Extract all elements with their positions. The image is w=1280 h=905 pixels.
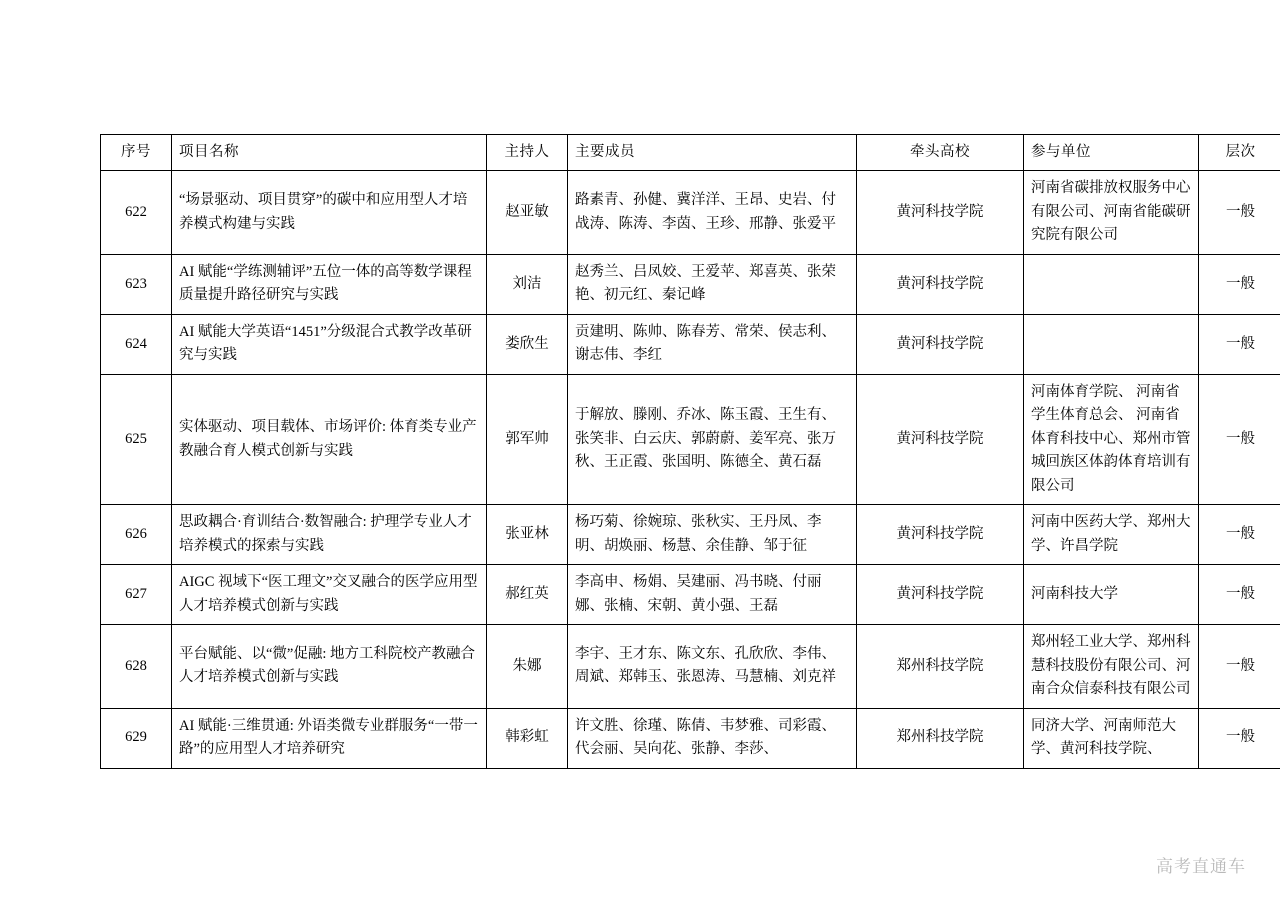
cell-level: 一般 (1199, 171, 1280, 254)
cell-university: 郑州科技学院 (857, 625, 1024, 708)
column-header-university: 牵头高校 (857, 135, 1024, 171)
cell-units: 郑州轻工业大学、郑州科慧科技股份有限公司、河南合众信泰科技有限公司 (1024, 625, 1199, 708)
cell-members: 贡建明、陈帅、陈春芳、常荣、侯志利、谢志伟、李红 (568, 314, 857, 374)
cell-university: 黄河科技学院 (857, 565, 1024, 625)
cell-title: 思政耦合·育训结合·数智融合: 护理学专业人才培养模式的探索与实践 (172, 505, 487, 565)
watermark: 高考直通车 (1156, 857, 1246, 876)
cell-members: 许文胜、徐瑾、陈倩、韦梦雅、司彩霞、代会丽、吴向花、张静、李莎、 (568, 708, 857, 768)
table-row (101, 254, 1280, 314)
cell-level: 一般 (1199, 314, 1280, 374)
column-header-leader: 主持人 (487, 135, 568, 171)
column-header-no: 序号 (101, 135, 172, 171)
table-row (101, 565, 1280, 625)
cell-units (1024, 314, 1199, 374)
cell-units (1024, 254, 1199, 314)
cell-university: 黄河科技学院 (857, 374, 1024, 504)
cell-no: 624 (101, 314, 172, 374)
cell-members: 路素青、孙健、冀洋洋、王昂、史岩、付战涛、陈涛、李茵、王珍、邢静、张爱平 (568, 171, 857, 254)
column-header-members: 主要成员 (568, 135, 857, 171)
cell-university: 黄河科技学院 (857, 254, 1024, 314)
cell-no: 623 (101, 254, 172, 314)
cell-leader: 郭军帅 (487, 374, 568, 504)
cell-units: 河南省碳排放权服务中心有限公司、河南省能碳研究院有限公司 (1024, 171, 1199, 254)
table-row (101, 625, 1280, 708)
cell-level: 一般 (1199, 374, 1280, 504)
table-header-row (101, 135, 1280, 171)
cell-title: 平台赋能、以“微”促融: 地方工科院校产教融合人才培养模式创新与实践 (172, 625, 487, 708)
cell-leader: 张亚林 (487, 505, 568, 565)
project-list-table (100, 134, 1280, 769)
cell-university: 黄河科技学院 (857, 314, 1024, 374)
cell-leader: 朱娜 (487, 625, 568, 708)
table-body (101, 171, 1280, 768)
cell-level: 一般 (1199, 565, 1280, 625)
cell-units: 同济大学、河南师范大学、黄河科技学院、 (1024, 708, 1199, 768)
cell-title: 实体驱动、项目载体、市场评价: 体育类专业产教融合育人模式创新与实践 (172, 374, 487, 504)
cell-leader: 赵亚敏 (487, 171, 568, 254)
table-row (101, 314, 1280, 374)
table-row (101, 708, 1280, 768)
cell-leader: 刘洁 (487, 254, 568, 314)
cell-title: “场景驱动、项目贯穿”的碳中和应用型人才培养模式构建与实践 (172, 171, 487, 254)
cell-university: 黄河科技学院 (857, 505, 1024, 565)
cell-university: 郑州科技学院 (857, 708, 1024, 768)
cell-level: 一般 (1199, 625, 1280, 708)
cell-title: AI 赋能·三维贯通: 外语类微专业群服务“一带一路”的应用型人才培养研究 (172, 708, 487, 768)
cell-leader: 韩彩虹 (487, 708, 568, 768)
cell-no: 622 (101, 171, 172, 254)
cell-no: 628 (101, 625, 172, 708)
table-header (101, 135, 1280, 171)
cell-no: 629 (101, 708, 172, 768)
cell-title: AI 赋能“学练测辅评”五位一体的高等数学课程质量提升路径研究与实践 (172, 254, 487, 314)
cell-level: 一般 (1199, 254, 1280, 314)
cell-leader: 郝红英 (487, 565, 568, 625)
cell-members: 于解放、滕刚、乔冰、陈玉霞、王生有、张笑非、白云庆、郭蔚蔚、姜军亮、张万秋、王正霞、张国明、陈德全、黄石磊 (568, 374, 857, 504)
cell-no: 626 (101, 505, 172, 565)
cell-members: 李宇、王才东、陈文东、孔欣欣、李伟、周斌、郑韩玉、张恩涛、马慧楠、刘克祥 (568, 625, 857, 708)
cell-no: 627 (101, 565, 172, 625)
cell-no: 625 (101, 374, 172, 504)
cell-level: 一般 (1199, 708, 1280, 768)
column-header-title: 项目名称 (172, 135, 487, 171)
table-row (101, 374, 1280, 504)
cell-units: 河南科技大学 (1024, 565, 1199, 625)
column-header-level: 层次 (1199, 135, 1280, 171)
cell-members: 杨巧菊、徐婉琼、张秋实、王丹凤、李明、胡焕丽、杨慧、余佳静、邹于征 (568, 505, 857, 565)
cell-members: 赵秀兰、吕凤姣、王爱苹、郑喜英、张荣艳、初元红、秦记峰 (568, 254, 857, 314)
cell-university: 黄河科技学院 (857, 171, 1024, 254)
table-row (101, 505, 1280, 565)
cell-level: 一般 (1199, 505, 1280, 565)
table-row (101, 171, 1280, 254)
cell-units: 河南中医药大学、郑州大学、许昌学院 (1024, 505, 1199, 565)
cell-members: 李高申、杨娟、吴建丽、冯书晓、付丽娜、张楠、宋朝、黄小强、王磊 (568, 565, 857, 625)
cell-title: AIGC 视域下“医工理文”交叉融合的医学应用型人才培养模式创新与实践 (172, 565, 487, 625)
cell-title: AI 赋能大学英语“1451”分级混合式教学改革研究与实践 (172, 314, 487, 374)
cell-units: 河南体育学院、 河南省学生体育总会、 河南省体育科技中心、郑州市管城回族区体韵体育培训有限公司 (1024, 374, 1199, 504)
cell-leader: 娄欣生 (487, 314, 568, 374)
column-header-units: 参与单位 (1024, 135, 1199, 171)
